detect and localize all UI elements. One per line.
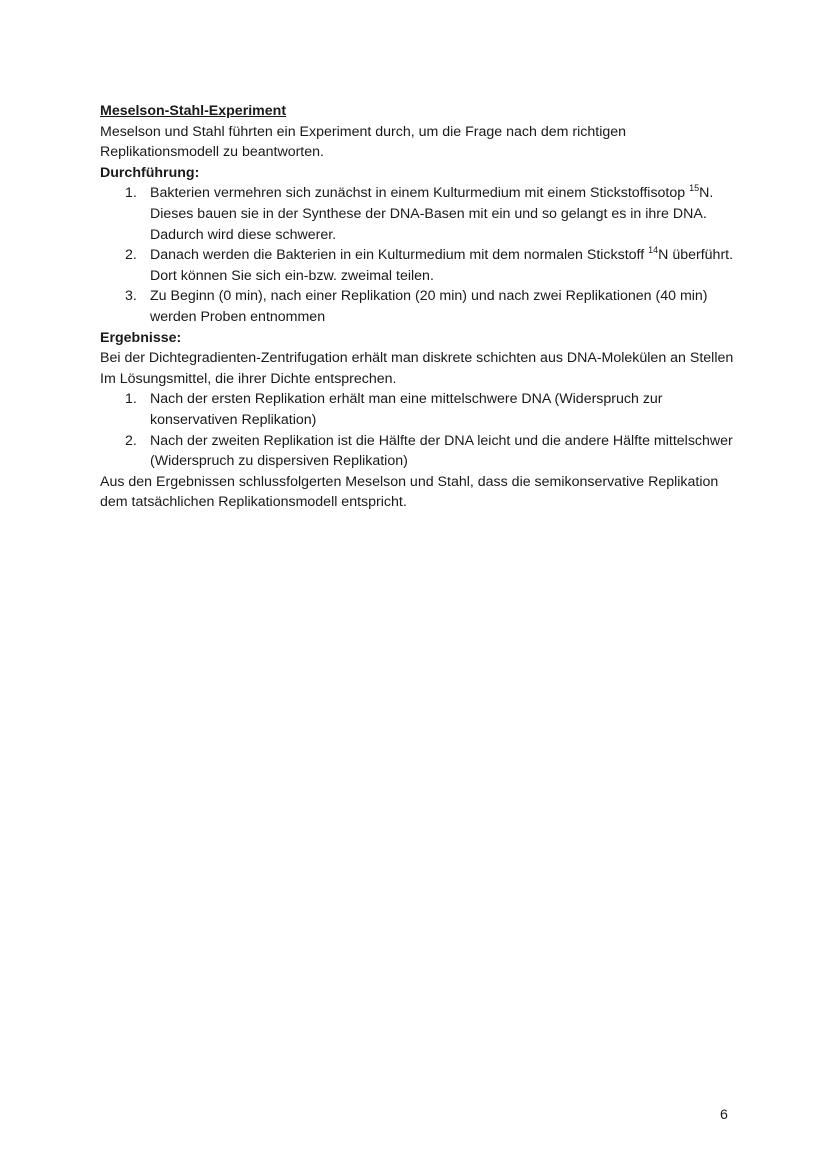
intro-paragraph: Meselson und Stahl führten ein Experiment durch, um die Frage nach dem richtigen Replikationsmodell zu beantworten. xyxy=(100,123,627,161)
results-text: Nach der zweiten Replikation ist die Hälfte der DNA leicht und die andere Hälfte mittelschwer (Widerspruch zu dispersiven Replikation) xyxy=(150,432,733,470)
procedure-list xyxy=(100,183,740,327)
results-list xyxy=(100,389,740,471)
procedure-heading: Durchführung: xyxy=(100,164,200,181)
procedure-text-before: Danach werden die Bakterien in ein Kulturmedium mit dem normalen Stickstoff xyxy=(150,247,649,264)
conclusion-paragraph: Aus den Ergebnissen schlussfolgerten Meselson und Stahl, dass die semikonservative Replikation dem tatsächlichen Replikationsmodell entspricht. xyxy=(100,473,719,511)
procedure-text-after: N überführt. Dort können Sie sich ein-bzw. zweimal teilen. xyxy=(150,247,734,284)
list-number: 1. xyxy=(125,391,137,408)
procedure-item-3 xyxy=(100,286,740,327)
results-heading: Ergebnisse: xyxy=(100,329,182,346)
isotope-superscript: 15 xyxy=(689,183,700,194)
results-item-1 xyxy=(100,389,740,430)
page-number: 6 xyxy=(720,1107,728,1123)
results-item-2 xyxy=(100,431,740,472)
procedure-item-1 xyxy=(100,183,740,245)
list-number: 2. xyxy=(125,432,137,449)
procedure-item-2 xyxy=(100,245,740,286)
results-text: Nach der ersten Replikation erhält man eine mittelschwere DNA (Widerspruch zur konservativen Replikation) xyxy=(150,391,663,428)
results-intro: Bei der Dichtegradienten-Zentrifugation erhält man diskrete schichten aus DNA-Molekülen an Stellen Im Lösungsmittel, die ihrer Dichte entsprechen. xyxy=(100,350,734,387)
procedure-text: Zu Beginn (0 min), nach einer Replikation (20 min) und nach zwei Replikationen (40 min) werden Proben entnommen xyxy=(150,288,708,325)
procedure-text-after: N. Dieses bauen sie in der Synthese der DNA-Basen mit ein und so gelangt es in ihre DNA. Dadurch wird diese schwerer. xyxy=(150,185,714,243)
list-number: 2. xyxy=(125,247,137,264)
list-number: 1. xyxy=(125,185,137,202)
document-title: Meselson-Stahl-Experiment xyxy=(100,103,287,119)
list-number: 3. xyxy=(125,288,137,305)
procedure-text-before: Bakterien vermehren sich zunächst in einem Kulturmedium mit einem Stickstoffisotop xyxy=(150,185,690,202)
page-content xyxy=(100,101,740,513)
isotope-superscript: 14 xyxy=(648,245,659,256)
